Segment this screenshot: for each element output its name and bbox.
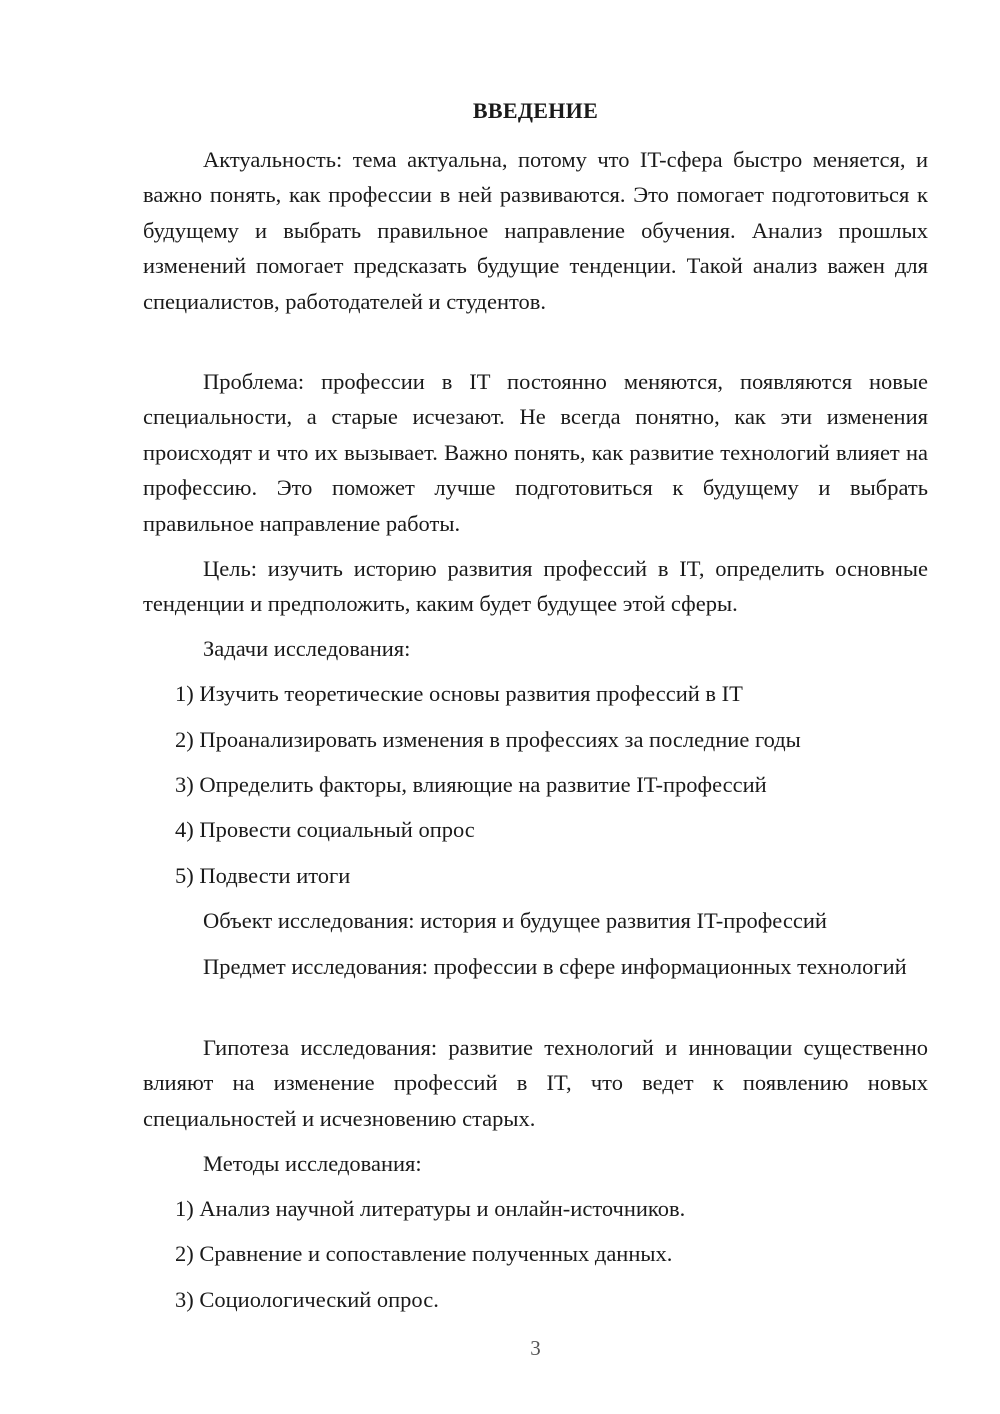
task-item: 2) Проанализировать изменения в профессиях за последние годы — [175, 727, 801, 752]
document-page — [143, 0, 928, 1414]
tasks-heading: Задачи исследования: — [203, 636, 411, 661]
methods-heading: Методы исследования: — [203, 1151, 422, 1176]
task-item: 5) Подвести итоги — [175, 863, 351, 888]
subject-paragraph: Предмет исследования: профессии в сфере информационных технологий — [203, 954, 907, 979]
section-heading: ВВЕДЕНИЕ — [472, 98, 599, 123]
method-item: 2) Сравнение и сопоставление полученных данных. — [175, 1241, 673, 1266]
method-item: 3) Социологический опрос. — [175, 1287, 439, 1312]
problem-paragraph: Проблема: профессии в IT постоянно меняются, появляются новые специальности, а старые исчезают. Не всегда понятно, как эти изменения происходят и что их вызывает. Важно понять, как развитие технологий влияет на профессию. Это поможет лучше подготовиться к будущему и выбрать правильное направление работы. — [143, 369, 928, 536]
goal-paragraph: Цель: изучить историю развития профессий в IT, определить основные тенденции и предположить, каким будет будущее этой сферы. — [143, 556, 928, 617]
relevance-paragraph: Актуальность: тема актуальна, потому что IT-сфера быстро меняется, и важно понять, как профессии в ней развиваются. Это помогает подготовиться к будущему и выбрать правильное направление обучения. Анализ прошлых изменений помогает предсказать будущие тенденции. Такой анализ важен для специалистов, работодателей и студентов. — [143, 147, 928, 314]
object-paragraph: Объект исследования: история и будущее развития IT-профессий — [203, 908, 827, 933]
task-item: 4) Провести социальный опрос — [175, 817, 475, 842]
page-number: 3 — [530, 1336, 541, 1360]
method-item: 1) Анализ научной литературы и онлайн-источников. — [175, 1196, 686, 1221]
task-item: 3) Определить факторы, влияющие на развитие IT-профессий — [175, 772, 767, 797]
hypothesis-paragraph: Гипотеза исследования: развитие технологий и инновации существенно влияют на изменение профессий в IT, что ведет к появлению новых специальностей и исчезновению старых. — [143, 1035, 928, 1131]
task-item: 1) Изучить теоретические основы развития профессий в IT — [175, 681, 743, 706]
